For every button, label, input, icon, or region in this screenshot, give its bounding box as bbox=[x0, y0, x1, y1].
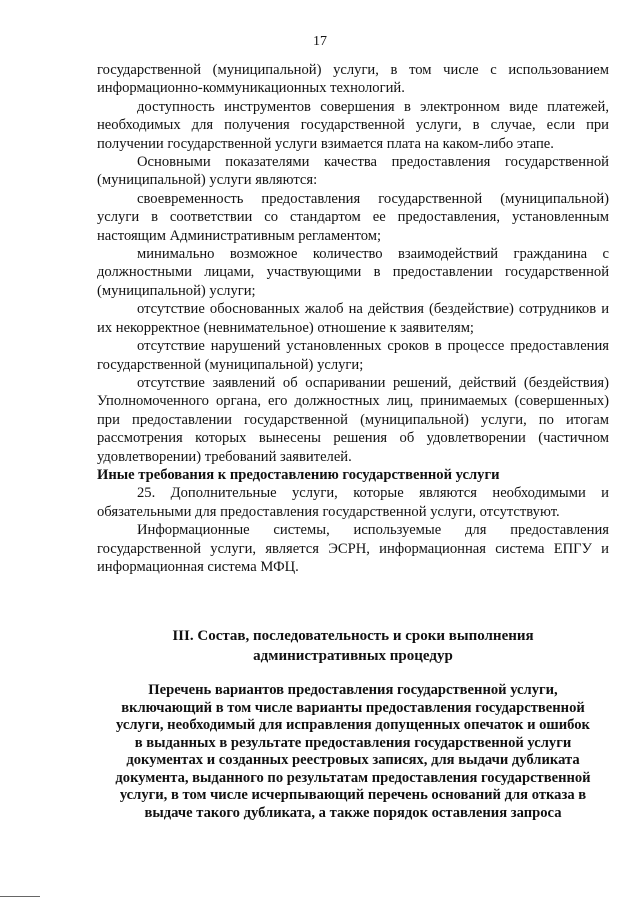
footer-divider bbox=[0, 896, 40, 897]
document-body bbox=[97, 61, 609, 576]
paragraph-no-complaints: отсутствие обоснованных жалоб на действия (бездействие) сотрудников и их некорректное (невнимательное) отношение к заявителям; bbox=[97, 301, 609, 336]
paragraph-no-appeals: отсутствие заявлений об оспаривании решений, действий (бездействия) Уполномоченного органа, его должностных лиц, принимаемых (совершенных) при предоставлении государственной (муниципальной) услуги, по итогам рассмотрения которых вынесены решения об удовлетворении (частичном удовлетворении) требований заявителей. bbox=[97, 374, 609, 465]
variants-heading-line: услуги, в том числе исчерпывающий перечень оснований для отказа в bbox=[119, 787, 587, 803]
paragraph-payment-tools: доступность инструментов совершения в электронном виде платежей, необходимых для получения государственной услуги, в случае, если при получении государственной услуги взимается плата на каком-либо этапе. bbox=[97, 98, 609, 152]
variants-heading-line: включающий в том числе варианты предоставления государственной bbox=[121, 699, 585, 716]
variants-heading-line: в выданных в результате предоставления государственной услуги bbox=[134, 734, 572, 751]
paragraph-timeliness: своевременность предоставления государственной (муниципальной) услуги в соответствии со стандартом ее предоставления, установленным настоящим Административным регламентом; bbox=[97, 190, 609, 244]
paragraph-continuation: государственной (муниципальной) услуги, в том числе с использованием информационно-коммуникационных технологий. bbox=[97, 62, 609, 97]
paragraph-additional-services: 25. Дополнительные услуги, которые являются необходимыми и обязательными для предоставления государственной услуги, отсутствуют. bbox=[97, 485, 609, 520]
section-heading-line: III. Состав, последовательность и сроки выполнения bbox=[172, 628, 534, 644]
section-heading-line: административных процедур bbox=[253, 648, 453, 664]
paragraph-quality-indicators: Основными показателями качества предоставления государственной (муниципальной) услуги являются: bbox=[97, 154, 609, 189]
other-requirements-heading: Иные требования к предоставлению государственной услуги bbox=[97, 466, 500, 483]
section-heading bbox=[97, 626, 609, 666]
variants-heading-line: документах и созданных реестровых записях, для выдачи дубликата bbox=[126, 752, 580, 768]
paragraph-no-deadline-violations: отсутствие нарушений установленных сроков в процессе предоставления государственной (муниципальной) услуги; bbox=[97, 338, 609, 373]
paragraph-min-interactions: минимально возможное количество взаимодействий гражданина с должностными лицами, участвующими в предоставлении государственной (муниципальной) услуги; bbox=[97, 246, 609, 299]
page-number: 17 bbox=[313, 34, 327, 49]
variants-heading-line: документа, выданного по результатам предоставления государственной bbox=[115, 769, 591, 786]
variants-heading-line: услуги, необходимый для исправления допущенных опечаток и ошибок bbox=[116, 717, 590, 733]
paragraph-information-systems: Информационные системы, используемые для предоставления государственной услуги, является ЭСРН, информационная система ЕПГУ и информационная система МФЦ. bbox=[97, 522, 609, 575]
variants-heading-line: Перечень вариантов предоставления государственной услуги, bbox=[148, 682, 558, 698]
variants-heading-line: выдаче такого дубликата, а также порядок оставления запроса bbox=[144, 804, 562, 821]
variants-heading bbox=[97, 682, 609, 822]
